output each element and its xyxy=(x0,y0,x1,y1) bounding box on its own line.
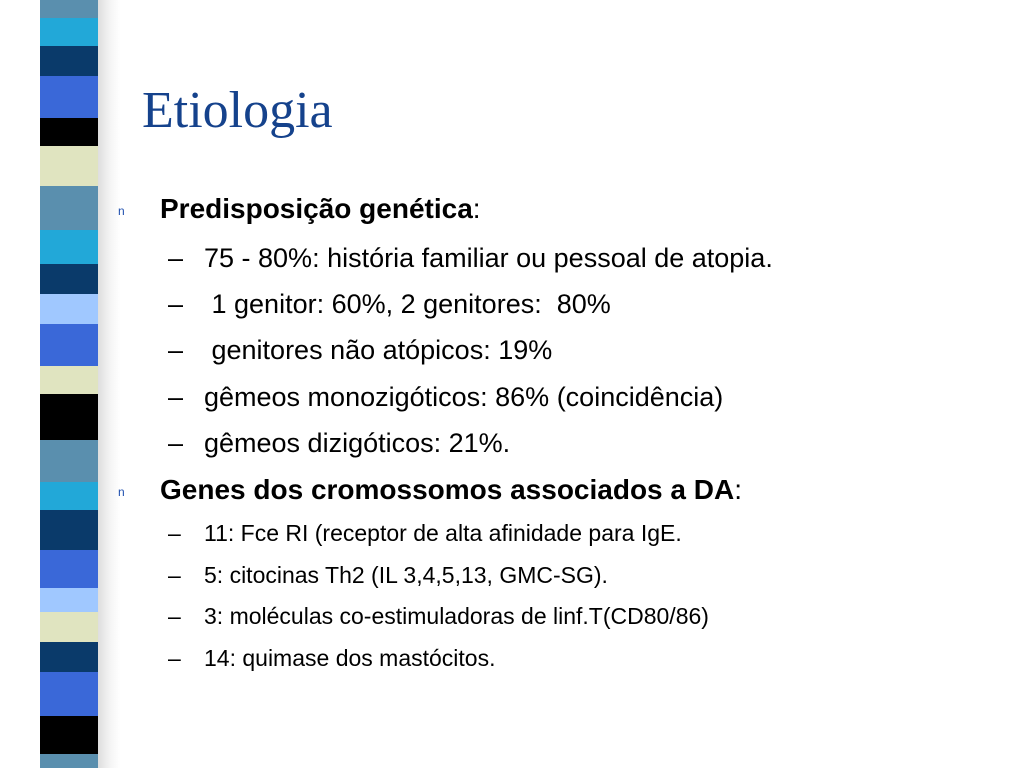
bullet-genes xyxy=(118,473,998,507)
sub-item-text: 75 - 80%: história familiar ou pessoal de atopia. xyxy=(204,242,773,273)
stripe-segment xyxy=(40,294,98,324)
stripe-segment xyxy=(40,46,98,76)
dash-marker: – xyxy=(168,428,184,459)
stripe-segment xyxy=(40,672,98,716)
sub-item-text: 11: Fce RI (receptor de alta afinidade para IgE. xyxy=(204,520,682,547)
stripe-segment xyxy=(40,642,98,672)
slide-content xyxy=(118,192,998,673)
slide-title: Etiologia xyxy=(142,82,333,139)
stripe-segment xyxy=(40,118,98,146)
bullet-heading: Genes dos cromossomos associados a DA xyxy=(160,473,735,505)
dash-marker: – xyxy=(168,381,184,412)
sub-item xyxy=(118,645,998,673)
sub-item-text: gêmeos dizigóticos: 21%. xyxy=(204,428,511,459)
decorative-stripe-bar xyxy=(40,0,98,768)
stripe-segment xyxy=(40,230,98,264)
stripe-shadow xyxy=(98,0,120,768)
stripe-segment xyxy=(40,146,98,186)
sub-item-text: 1 genitor: 60%, 2 genitores: 80% xyxy=(204,288,611,319)
bullet-suffix: : xyxy=(472,193,481,224)
sub-item-text: gêmeos monozigóticos: 86% (coincidência) xyxy=(204,381,724,412)
dash-marker: – xyxy=(168,644,181,671)
dash-marker: – xyxy=(168,603,181,630)
stripe-segment xyxy=(40,0,98,18)
sub-item xyxy=(118,288,998,320)
stripe-segment xyxy=(40,716,98,754)
stripe-segment xyxy=(40,264,98,294)
stripe-segment xyxy=(40,394,98,440)
sub-item-text: genitores não atópicos: 19% xyxy=(204,335,553,366)
bullet-marker-icon: n xyxy=(118,484,125,499)
dash-marker: – xyxy=(168,288,184,319)
sub-item-text: 14: quimase dos mastócitos. xyxy=(204,644,496,671)
dash-marker: – xyxy=(168,520,181,547)
stripe-segment xyxy=(40,76,98,118)
stripe-segment xyxy=(40,366,98,394)
bullet-predisposicao xyxy=(118,192,998,226)
dash-marker: – xyxy=(168,242,184,273)
stripe-segment xyxy=(40,588,98,612)
bullet-marker-icon: n xyxy=(118,204,125,218)
stripe-segment xyxy=(40,186,98,230)
stripe-segment xyxy=(40,510,98,550)
sub-item xyxy=(118,427,998,459)
sub-item xyxy=(118,381,998,413)
stripe-segment xyxy=(40,482,98,510)
sub-item xyxy=(118,520,998,548)
sub-item-text: 3: moléculas co-estimuladoras de linf.T(CD80/86) xyxy=(204,603,709,630)
bullet-suffix: : xyxy=(734,473,742,505)
stripe-segment xyxy=(40,440,98,482)
stripe-segment xyxy=(40,18,98,46)
dash-marker: – xyxy=(168,335,184,366)
sub-item-text: 5: citocinas Th2 (IL 3,4,5,13, GMC-SG). xyxy=(204,561,608,588)
stripe-segment xyxy=(40,612,98,642)
sub-item xyxy=(118,562,998,590)
stripe-segment xyxy=(40,754,98,768)
sub-item xyxy=(118,334,998,366)
stripe-segment xyxy=(40,550,98,588)
stripe-segment xyxy=(40,324,98,366)
sub-item xyxy=(118,242,998,274)
sub-item xyxy=(118,603,998,631)
bullet-heading: Predisposição genética xyxy=(160,193,473,224)
dash-marker: – xyxy=(168,561,181,588)
